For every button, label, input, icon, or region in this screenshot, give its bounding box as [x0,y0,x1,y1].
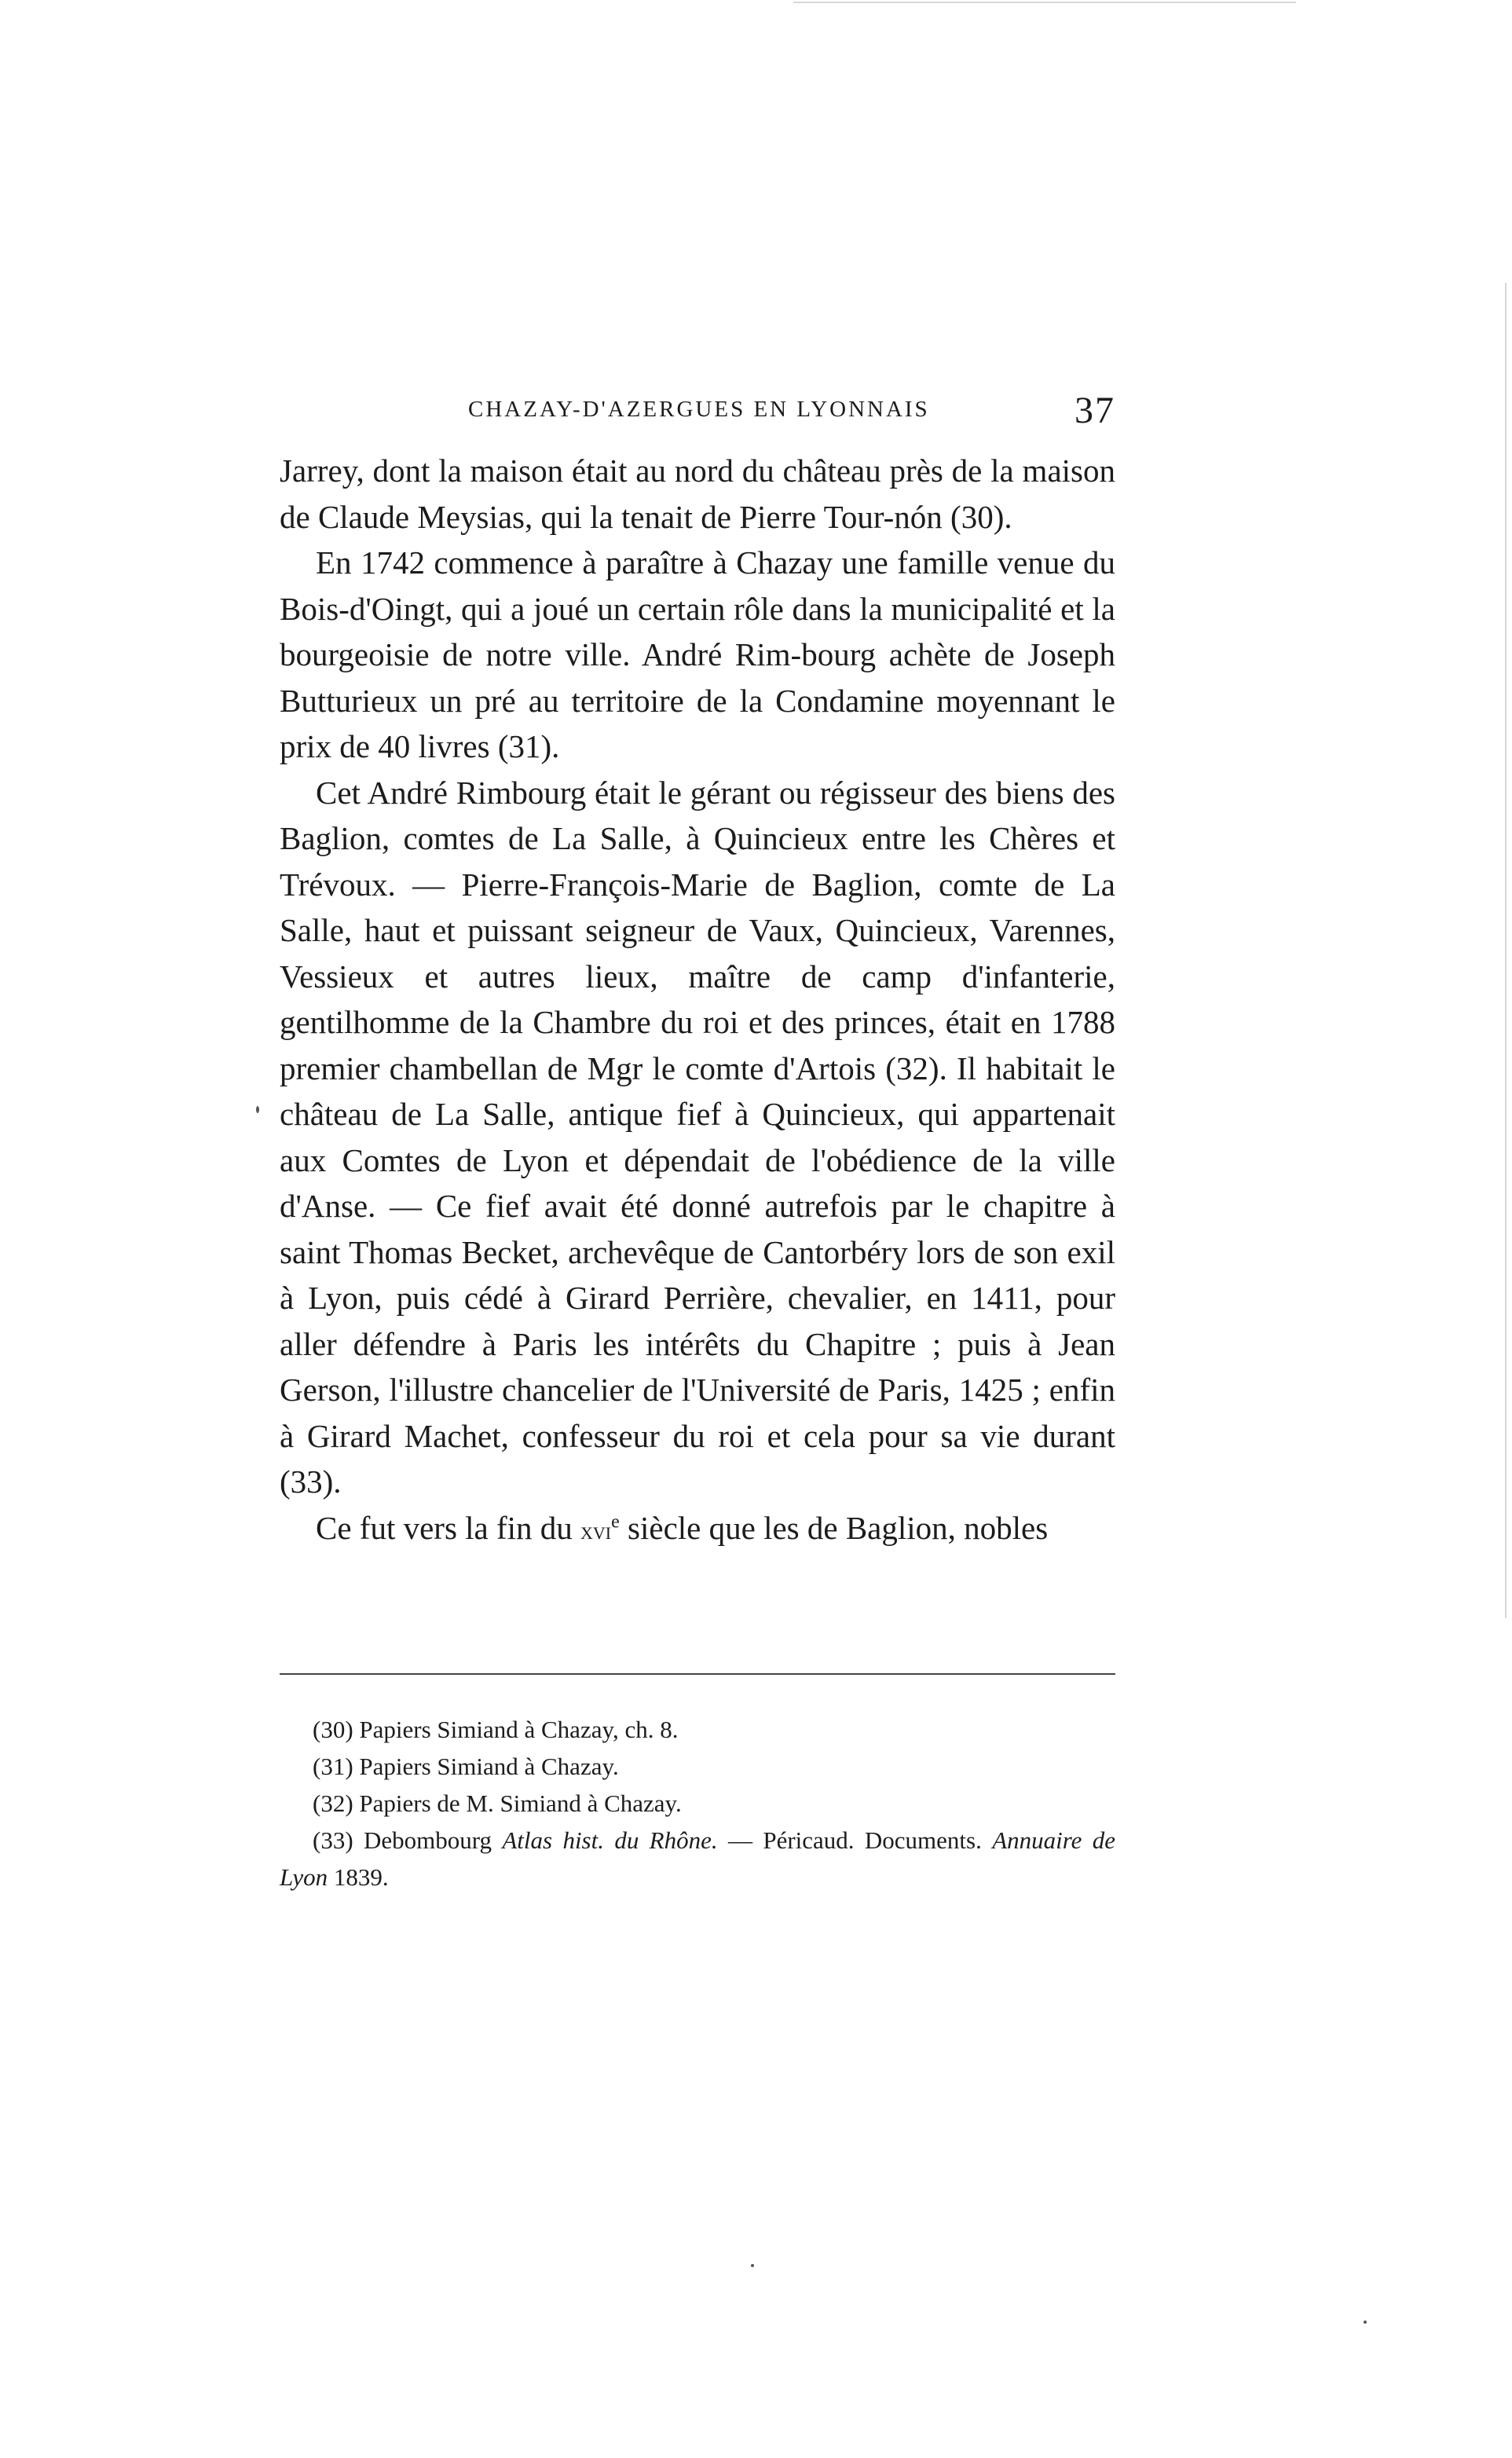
footnote-33-author: (33) Debombourg [313,1826,503,1854]
scan-edge-top [793,2,1296,3]
footnote-33-year: 1839. [328,1863,389,1891]
century-superscript: e [611,1511,620,1532]
footnote-33 [280,1822,1115,1896]
footnote-separator [280,1673,1115,1675]
paragraph-4-end: siècle que les de Baglion, nobles [619,1509,1049,1546]
running-title: CHAZAY-D'AZERGUES EN LYONNAIS [468,397,930,422]
scan-speck [751,2264,754,2267]
paragraph-4 [280,1505,1115,1554]
footnotes [280,1711,1115,1896]
scan-speck [1364,2321,1367,2324]
paragraph-2: En 1742 commence à paraître à Chazay une famille venue du Bois-d'Oingt, qui a joué un certain rôle dans la municipalité et la bourgeoisie de notre ville. André Rim-bourg achète de Joseph Butturieux un pré au territoire de la Condamine moyennant le prix de 40 livres (31). [280,544,1115,764]
footnote-30: (30) Papiers Simiand à Chazay, ch. 8. [313,1716,679,1743]
paragraph-3: Cet André Rimbourg était le gérant ou régisseur des biens des Baglion, comtes de La Salle, à Quincieux entre les Chères et Trévoux. — Pierre-François-Marie de Baglion, comte de La Salle, haut et puissant seigneur de Vaux, Quincieux, Varennes, Vessieux et autres lieux, maître de camp d'infanterie, gentilhomme de la Chambre du roi et des princes, était en 1788 premier chambellan de Mgr le comte d'Artois (32). Il habitait le château de La Salle, antique fief à Quincieux, qui appartenait aux Comtes de Lyon et dépendait de l'obédience de la ville d'Anse. — Ce fief avait été donné autrefois par le chapitre à saint Thomas Becket, archevêque de Cantorbéry lors de son exil à Lyon, puis cédé à Girard Perrière, chevalier, en 1411, pour aller défendre à Paris les intérêts du Chapitre ; puis à Jean Gerson, l'illustre chancelier de l'Université de Paris, 1425 ; enfin à Girard Machet, confesseur du roi et cela pour sa vie durant (33). [280,774,1115,1500]
footnote-33-middle: — Péricaud. Documents. [717,1826,993,1854]
scan-speck [256,1106,259,1113]
paragraph-1: Jarrey, dont la maison était au nord du château près de la maison de Claude Meysias, qui la tenait de Pierre Tour-nón (30). [280,452,1115,535]
paragraph-4-start: Ce fut vers la fin du [316,1509,581,1546]
footnote-32: (32) Papiers de M. Simiand à Chazay. [313,1789,682,1817]
footnote-33-annuaire-title: Annuaire de Lyon [280,1826,1116,1891]
footnote-31: (31) Papiers Simiand à Chazay. [313,1753,619,1780]
footnote-33-atlas-title: Atlas hist. du Rhône. [502,1826,718,1854]
century-numeral: xvi [580,1515,612,1544]
page-number: 37 [1075,390,1115,431]
scan-edge-right [1505,283,1507,1618]
page-header [280,389,1115,436]
main-text [280,448,1115,1553]
